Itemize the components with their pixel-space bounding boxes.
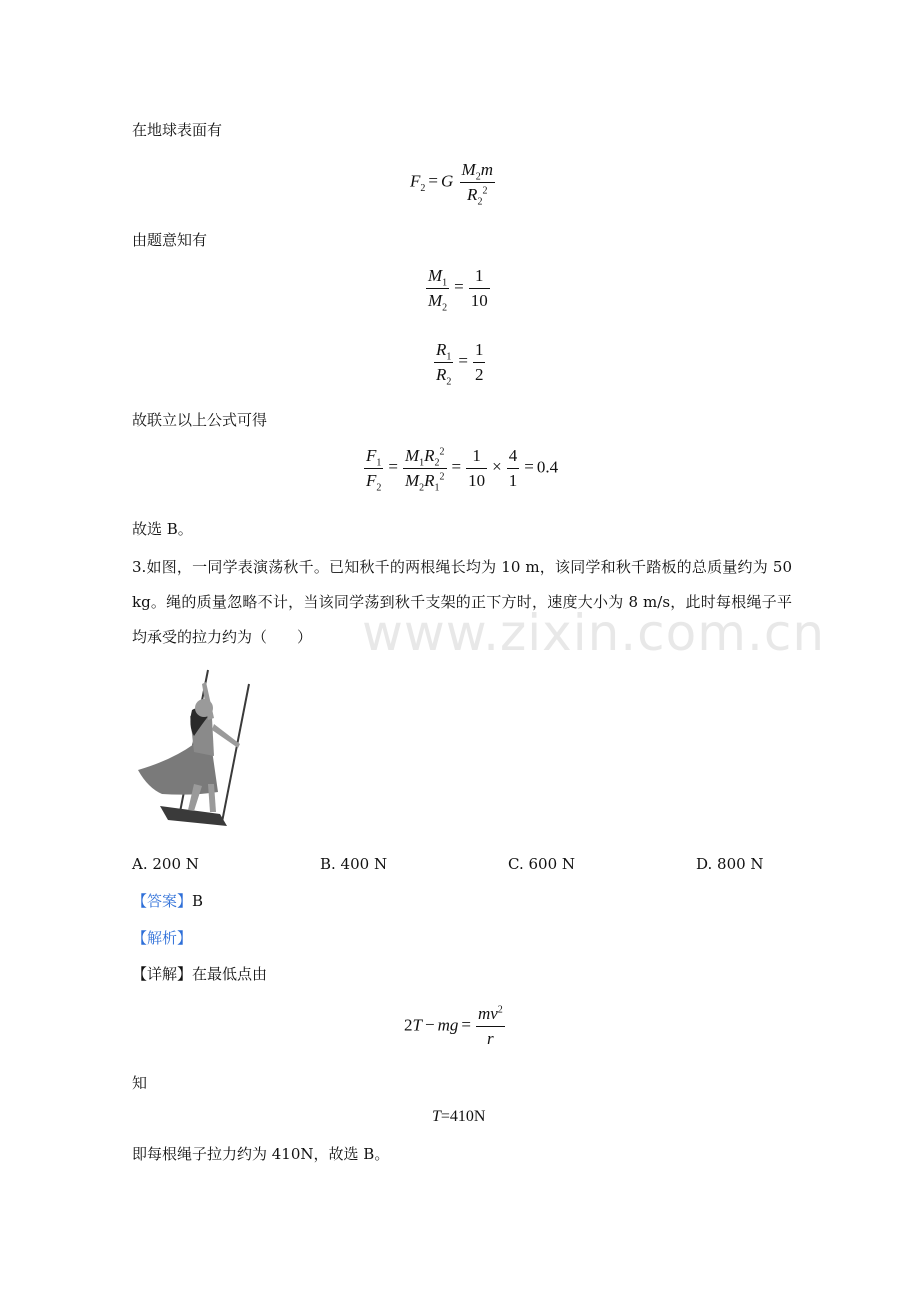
option-c[interactable]: C. 600 N [508,855,576,873]
t-value: =410N [440,1108,486,1125]
equation-t-value [432,1108,485,1126]
detail-line [132,964,267,984]
option-b[interactable]: B. 400 N [320,855,388,873]
analysis-tag: 【解析】 [132,929,193,947]
girl-on-swing-illustration [132,664,262,834]
equation-tension: 2T − mg = $\frac{mv^2}{r}$ [404,1004,503,1048]
equation-force-ratio: $\frac{F_1}{F_2}$ = $\frac{M_1R_2^2}{M_2R_1^2}$ = $\frac{1}{10}$ × $\frac{4}{1}$ = 0.4 [366,446,559,494]
equation-f2: $F_2 = G$ $\frac{M_2m}{R_2^2}$ [410,160,493,208]
option-d[interactable]: D. 800 N [696,855,764,873]
conclusion-line: 即每根绳子拉力约为 410N，故选 B。 [132,1145,390,1163]
answer-value: B [192,892,204,910]
text-line: 在地球表面有 [132,121,223,139]
text-line: 由题意知有 [132,231,208,249]
equation-radius-ratio: $\frac{R_1}{R_2}$ = $\frac{1}{2}$ [436,340,484,388]
text-line: 故联立以上公式可得 [132,411,268,429]
text-line: 故选 B。 [132,520,193,538]
options-row [132,855,772,875]
answer-line [132,891,203,911]
question-3: 3.如图，一同学表演荡秋千。已知秋千的两根绳长均为 10 m，该同学和秋千踏板的总质量约为 50 kg。绳的质量忽略不计，当该同学荡到秋千支架的正下方时，速度大小为 8 m/s，此时每根绳子平均承受的拉力约为（ ） [132,558,792,646]
answer-tag: 【答案】 [132,892,193,910]
text-line: 知 [132,1074,148,1092]
detail-tag: 【详解】 [132,965,193,983]
t-variable: T [432,1108,441,1125]
equation-mass-ratio: $\frac{M_1}{M_2}$ = $\frac{1}{10}$ [428,266,488,314]
watermark: www.zixin.com.cn [362,604,826,662]
detail-text: 在最低点由 [192,965,268,983]
option-a[interactable]: A. 200 N [132,855,199,873]
